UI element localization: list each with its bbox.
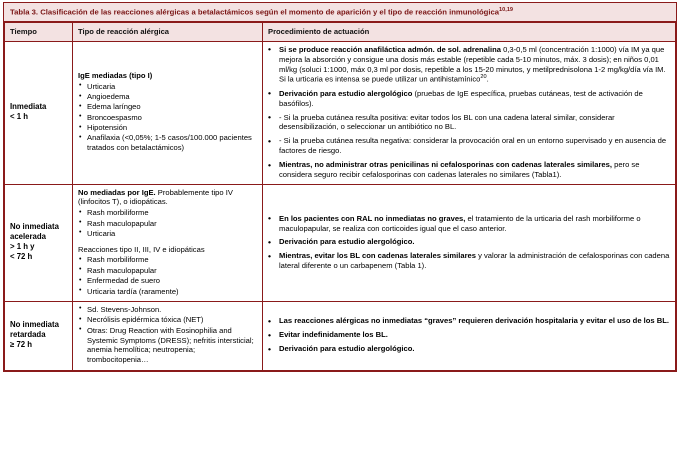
table-caption-superscript: 10,19 [499,7,514,13]
classification-table [4,22,676,370]
procedure-text: y valorar la administración de cefalosporinas con cadena lateral diferente o un carbapenem (Tabla 1). [279,251,670,271]
table-row [5,301,676,370]
list-item [268,113,670,133]
table-container [3,2,677,372]
column-header-time: Tiempo [5,23,73,42]
list-item [268,89,670,109]
column-header-procedure: Procedimiento de actuación [263,23,676,42]
cell-procedure-immediate [263,41,676,184]
list-item [268,214,670,234]
list-item [268,136,670,156]
procedure-text: el tratamiento de la urticaria del rash morbiliforme o maculopapular, se realiza con corticoides igual que el caso anterior. [279,213,641,233]
cell-time-immediate [5,41,73,184]
type-sublist [78,255,257,296]
cell-procedure-delayed [263,301,676,370]
table-caption-text: Tabla 3. Clasificación de las reacciones alérgicas a betalactámicos según el momento de aparición y el tipo de reacción inmunológica [10,7,500,17]
list-item: • Urticaria [78,229,257,239]
list-item: • Sd. Stevens-Johnson. [78,305,257,315]
time-line: No inmediata [10,222,59,232]
procedure-list [268,214,670,271]
type-subsection [78,245,257,297]
time-line: > 1 h y [10,242,35,252]
time-line: < 1 h [10,112,28,122]
type-list [78,82,257,154]
procedure-text: - Si la prueba cutánea resulta negativa: considerar la provocación oral en un entorno supervisado y en ausencia de factores de riesgo. [279,136,667,156]
time-line: acelerada [10,232,46,242]
procedure-bold: Mientras, evitar los BL con cadenas laterales similares [279,251,476,261]
list-item: • Enfermedad de suero [78,276,257,286]
table-row [5,184,676,301]
list-item: • Otras: Drug Reaction with Eosinophilia and Systemic Symptoms (DRESS); nefritis intersticial; anemia hemolítica; neutropenia; trombocitopenia… [78,326,257,365]
procedure-superscript: 20 [480,74,487,81]
procedure-list [268,316,670,354]
time-line: Inmediata [10,102,47,112]
time-line: < 72 h [10,252,33,262]
list-item [268,160,670,180]
type-list [78,305,257,365]
cell-time-accelerated [5,184,73,301]
table-row [5,41,676,184]
procedure-text: pero se considera seguro recibir cefalosporinas con cadenas laterales no similares (Tabla1). [279,160,640,179]
time-line: retardada [10,330,46,340]
procedure-bold: Derivación para estudio alergológico. [279,237,415,247]
list-item: • Hipotensión [78,123,257,133]
time-line: ≥ 72 h [10,340,33,350]
list-item [268,251,670,271]
type-title-bold: No mediadas por IgE. [78,187,156,197]
type-list [78,208,257,239]
type-title-rest: Probablemente tipo IV (linfocitos T), o idiopáticas. [78,187,233,207]
cell-type-accelerated [73,184,263,301]
list-item [268,344,670,354]
procedure-list [268,45,670,180]
list-item: • Angioedema [78,92,257,102]
list-item [268,237,670,247]
procedure-bold: Derivación para estudio alergológico. [279,344,415,354]
list-item: • Urticaria [78,82,257,92]
procedure-bold: Derivación para estudio alergológico [279,88,413,98]
cell-type-delayed [73,301,263,370]
list-item: • Edema laríngeo [78,102,257,112]
procedure-bold: Mientras, no administrar otras penicilinas ni cefalosporinas con cadenas laterales similares, [279,160,612,170]
type-title: IgE mediadas (tipo I) [78,70,153,80]
procedure-bold: En los pacientes con RAL no inmediatas no graves, [279,213,466,223]
procedure-bold: Si se produce reacción anafiláctica admón. de sol. adrenalina [279,44,501,54]
time-line: No inmediata [10,320,59,330]
cell-procedure-accelerated [263,184,676,301]
list-item: • Anafilaxia (<0,05%; 1-5 casos/100.000 pacientes tratados con betalactámicos) [78,133,257,153]
procedure-bold: Evitar indefinidamente los BL. [279,330,388,340]
type-subtitle: Reacciones tipo II, III, IV e idiopáticas [78,244,205,254]
list-item: • Urticaria tardía (raramente) [78,287,257,297]
list-item: • Rash maculopapular [78,266,257,276]
list-item: • Rash morbiliforme [78,255,257,265]
list-item [268,330,670,340]
cell-time-delayed [5,301,73,370]
procedure-text: 0,3-0,5 ml (concentración 1:1000) vía IM ya que mejora la absorción y consigue una dosis más estable (repetible cada 5-10 minutos, máx. 3 dosis); en niños 0,01 ml/kg (soluci 1:1000, máx 0,3 ml por dosis, repetible a los 15-20 minutos, y metilprednisolona 1-2 mg/kg/día vía IM. Si la urticaria es intensa se puede utilizar un antihistamínico [279,44,666,85]
column-header-type: Tipo de reacción alérgica [73,23,263,42]
list-item: • Broncoespasmo [78,113,257,123]
list-item: • Necrólisis epidérmica tóxica (NET) [78,315,257,325]
table-header-row [5,23,676,42]
procedure-bold: Las reacciones alérgicas no inmediatas “graves” requieren derivación hospitalaria y evitar el uso de los BL. [279,316,669,326]
procedure-tail: . [486,75,489,85]
list-item: • Rash maculopapular [78,219,257,229]
procedure-text: (pruebas de IgE específica, pruebas cutáneas, test de activación de basófilos). [279,88,643,108]
list-item: • Rash morbiliforme [78,208,257,218]
procedure-text: - Si la prueba cutánea resulta positiva: evitar todos los BL con una cadena lateral similar, considerar desensibilización, o seleccionar un antibiótico no BL. [279,112,615,132]
table-caption [4,3,676,22]
list-item [268,45,670,85]
cell-type-immediate [73,41,263,184]
type-title [78,188,257,207]
list-item [268,316,670,326]
